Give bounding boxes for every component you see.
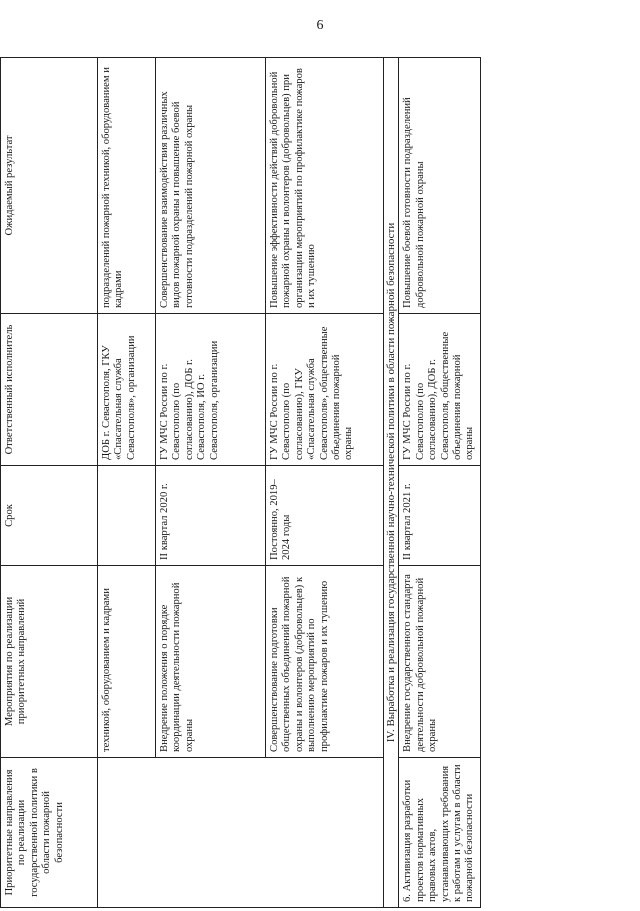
table-header-row [1, 58, 98, 908]
cell-direction [98, 758, 384, 908]
measures-table [0, 57, 481, 908]
cell-result: Совершенствование взаимодействия различных видов пожарной охраны и повышение боевой готовности подразделений пожарной охраны [156, 58, 266, 314]
table-row [399, 58, 480, 908]
table-row [98, 58, 156, 908]
cell-measure: техникой, оборудованием и кадрами [98, 566, 156, 758]
cell-term: II квартал 2021 г. [399, 466, 480, 566]
header-term: Срок [1, 466, 98, 566]
cell-measure: Внедрение положения о порядке координации деятельности пожарной охраны [156, 566, 266, 758]
cell-direction: 6. Активизация разработки проектов нормативных правовых актов, устанавливающих требования к работам и услугам в области пожарной безопасности [399, 758, 480, 908]
header-measures: Мероприятия по реализации приоритетных направлений [1, 566, 98, 758]
cell-term [98, 466, 156, 566]
section-row [384, 58, 399, 908]
rotated-table-container [0, 57, 476, 908]
cell-executor: ГУ МЧС России по г. Севастополю (по согласованию), ДОБ г. Севастополя, общественные объединения пожарной охраны [399, 314, 480, 466]
cell-term: Постоянно, 2019–2024 годы [266, 466, 384, 566]
section-title: IV. Выработка и реализация государственной научно-технической политики в области пожарной безопасности [384, 58, 399, 908]
header-result: Ожидаемый результат [1, 58, 98, 314]
cell-executor: ГУ МЧС России по г. Севастополю (по согласованию), ГКУ «Спасательная служба Севастополя», общественные объединения пожарной охраны [266, 314, 384, 466]
cell-measure: Совершенствование подготовки общественных объединений пожарной охраны и волонтеров (добровольцев) к выполнению мероприятий по профилактике пожаров и их тушению [266, 566, 384, 758]
cell-result: Повышение эффективности действий добровольной пожарной охраны и волонтеров (добровольцев) при организации мероприятий по профилактике пожаров и их тушению [266, 58, 384, 314]
cell-executor: ГУ МЧС России по г. Севастополю (по согласованию), ДОБ г. Севастополя, ИО г. Севастополя, организации [156, 314, 266, 466]
cell-term: II квартал 2020 г. [156, 466, 266, 566]
cell-executor: ДОБ г. Севастополя, ГКУ «Спасательная служба Севастополя», организации [98, 314, 156, 466]
header-executor: Ответственный исполнитель [1, 314, 98, 466]
cell-measure: Внедрение государственного стандарта деятельности добровольной пожарной охраны [399, 566, 480, 758]
header-directions: Приоритетные направления по реализации государственной политики в области пожарной безопасности [1, 758, 98, 908]
cell-result: подразделений пожарной техникой, оборудованием и кадрами [98, 58, 156, 314]
cell-result: Повышение боевой готовности подразделений добровольной пожарной охраны [399, 58, 480, 314]
page-number: 6 [316, 18, 324, 33]
